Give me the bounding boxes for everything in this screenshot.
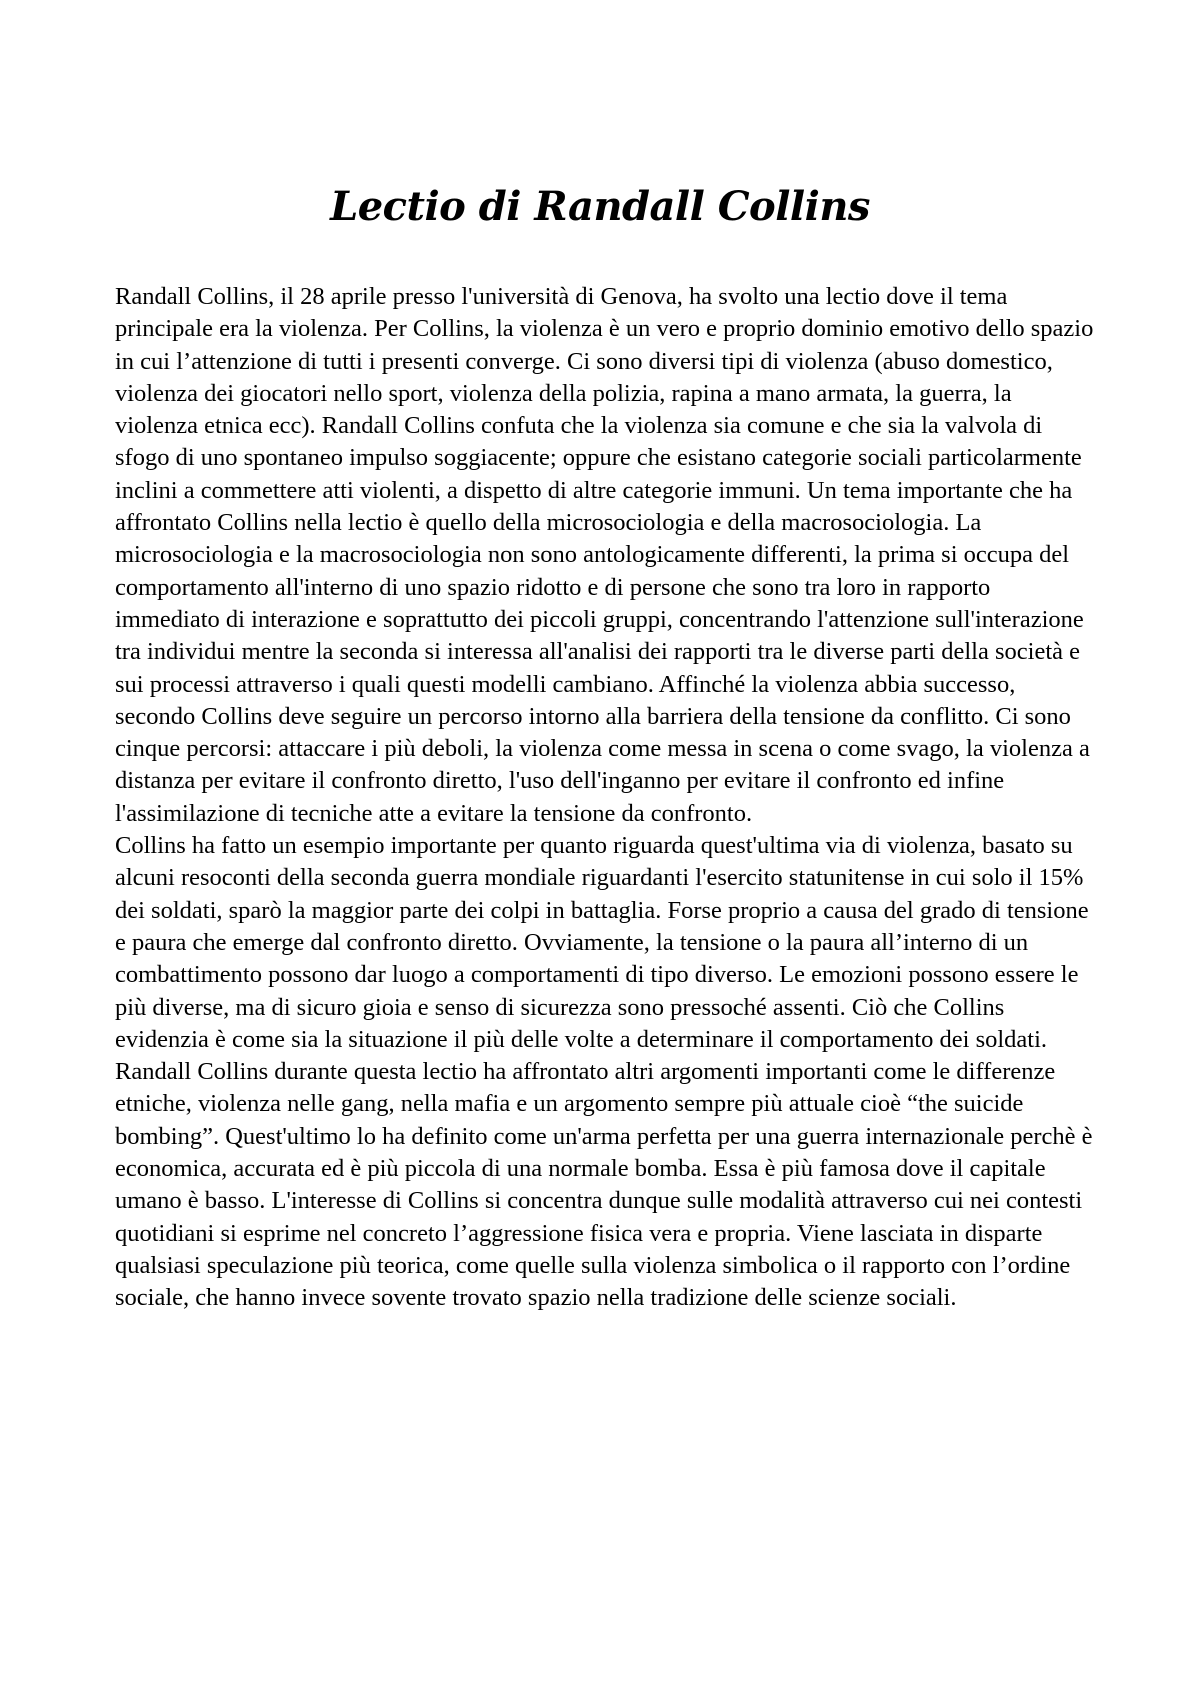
document-title: Lectio di Randall Collins [330, 183, 870, 230]
document-body [115, 281, 1100, 1315]
paragraph: Collins ha fatto un esempio importante per quanto riguarda quest'ultima via di violenza, basato su alcuni resoconti della seconda guerra mondiale riguardanti l'esercito statunitense in cui solo il 15% dei soldati, sparò la maggior parte dei colpi in battaglia. Forse proprio a causa del grado di tensione e paura che emerge dal confronto diretto. Ovviamente, la tensione o la paura all’interno di un combattimento possono dar luogo a comportamenti di tipo diverso. Le emozioni possono essere le più diverse, ma di sicuro gioia e senso di sicurezza sono pressoché assenti. Ciò che Collins evidenzia è come sia la situazione il più delle volte a determinare il comportamento dei soldati. Randall Collins durante questa lectio ha affrontato altri argomenti importanti come le differenze etniche, violenza nelle gang, nella mafia e un argomento sempre più attuale cioè “the suicide bombing”. Quest'ultimo lo ha definito come un'arma perfetta per una guerra internazionale perchè è economica, accurata ed è più piccola di una normale bomba. Essa è più famosa dove il capitale umano è basso. L'interesse di Collins si concentra dunque sulle modalità attraverso cui nei contesti quotidiani si esprime nel concreto l’aggressione fisica vera e propria. Viene lasciata in disparte qualsiasi speculazione più teorica, come quelle sulla violenza simbolica o il rapporto con l’ordine sociale, che hanno invece sovente trovato spazio nella tradizione delle scienze sociali. [115, 832, 1093, 1312]
paragraph: Randall Collins, il 28 aprile presso l'università di Genova, ha svolto una lectio dove il tema principale era la violenza. Per Collins, la violenza è un vero e proprio dominio emotivo dello spazio in cui l’attenzione di tutti i presenti converge. Ci sono diversi tipi di violenza (abuso domestico, violenza dei giocatori nello sport, violenza della polizia, rapina a mano armata, la guerra, la violenza etnica ecc). Randall Collins confuta che la violenza sia comune e che sia la valvola di sfogo di uno spontaneo impulso soggiacente; oppure che esistano categorie sociali particolarmente inclini a commettere atti violenti, a dispetto di altre categorie immuni. Un tema importante che ha affrontato Collins nella lectio è quello della microsociologia e della macrosociologia. La microsociologia e la macrosociologia non sono antologicamente differenti, la prima si occupa del comportamento all'interno di uno spazio ridotto e di persone che sono tra loro in rapporto immediato di interazione e soprattutto dei piccoli gruppi, concentrando l'attenzione sull'interazione tra individui mentre la seconda si interessa all'analisi dei rapporti tra le diverse parti della società e sui processi attraverso i quali questi modelli cambiano. Affinché la violenza abbia successo, secondo Collins deve seguire un percorso intorno alla barriera della tensione da conflitto. Ci sono cinque percorsi: attaccare i più deboli, la violenza come messa in scena o come svago, la violenza a distanza per evitare il confronto diretto, l'uso dell'inganno per evitare il confronto ed infine l'assimilazione di tecniche atte a evitare la tensione da confronto. [115, 283, 1094, 827]
